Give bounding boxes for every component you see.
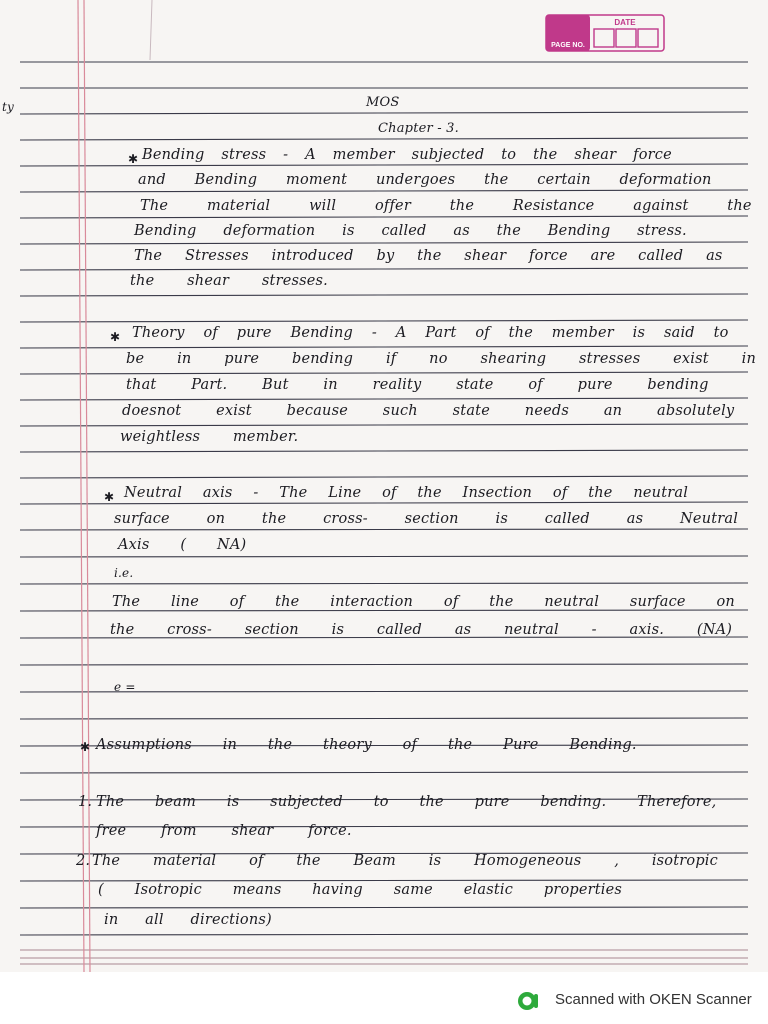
neutral-axis-line: surface on the cross- section is called as Neutral	[114, 511, 739, 527]
assumption-1-line: The beam is subjected to the pure bending. Therefore,	[96, 794, 717, 810]
neutral-axis-line: Axis ( NA)	[118, 537, 247, 553]
bending-stress-line: the shear stresses.	[130, 273, 328, 289]
bullet-icon: ✱	[110, 330, 121, 344]
scanner-footer	[0, 972, 768, 1024]
assumption-1-line: free from shear force.	[96, 823, 352, 839]
pure-bending-line: be in pure bending if no shearing stresses exist in	[126, 351, 756, 367]
bullet-icon: ✱	[104, 490, 115, 504]
bullet-icon: ✱	[128, 152, 139, 166]
pure-bending-line: that Part. But in reality state of pure bending	[126, 377, 709, 393]
assumption-2-number: 2.	[76, 853, 91, 869]
e-equation: e =	[114, 680, 136, 694]
ie-label: i.e.	[114, 566, 134, 580]
bending-stress-line: Bending stress - A member subjected to the shear force	[142, 147, 672, 163]
margin-mark: ty	[2, 100, 15, 114]
pure-bending-line: weightless member.	[120, 429, 299, 445]
neutral-axis-line: Neutral axis - The Line of the Insection of the neutral	[124, 485, 689, 501]
neutral-axis-def-line: the cross- section is called as neutral - axis. (NA)	[110, 622, 733, 638]
subject-title: MOS	[366, 95, 400, 110]
neutral-axis-def-line: The line of the interaction of the neutral surface on	[112, 594, 735, 610]
date-page-stamp	[545, 14, 665, 52]
bullet-icon: ✱	[80, 740, 91, 754]
stamp-page-label: PAGE NO.	[551, 42, 585, 49]
assumption-2-line: ( Isotropic means having same elastic properties	[98, 882, 623, 898]
stamp-date-label: DATE	[614, 18, 636, 27]
bending-stress-line: The Stresses introduced by the shear force are called as	[134, 248, 723, 264]
scanner-watermark-text: Scanned with OKEN Scanner	[555, 991, 752, 1008]
bending-stress-line: The material will offer the Resistance against the	[140, 198, 752, 214]
assumption-1-number: 1.	[78, 794, 93, 810]
pure-bending-line: doesnot exist because such state needs an absolutely	[122, 403, 735, 419]
assumptions-heading: Assumptions in the theory of the Pure Bending.	[96, 737, 637, 753]
assumption-2-line: The material of the Beam is Homogeneous , isotropic	[92, 853, 718, 869]
bending-stress-line: and Bending moment undergoes the certain deformation	[138, 172, 712, 188]
bending-stress-line: Bending deformation is called as the Bending stress.	[134, 223, 687, 239]
assumption-2-line: in all directions)	[104, 912, 272, 928]
pure-bending-line: Theory of pure Bending - A Part of the member is said to	[132, 325, 729, 341]
oken-scanner-logo-icon	[516, 990, 544, 1012]
chapter-title: Chapter - 3.	[378, 121, 459, 136]
